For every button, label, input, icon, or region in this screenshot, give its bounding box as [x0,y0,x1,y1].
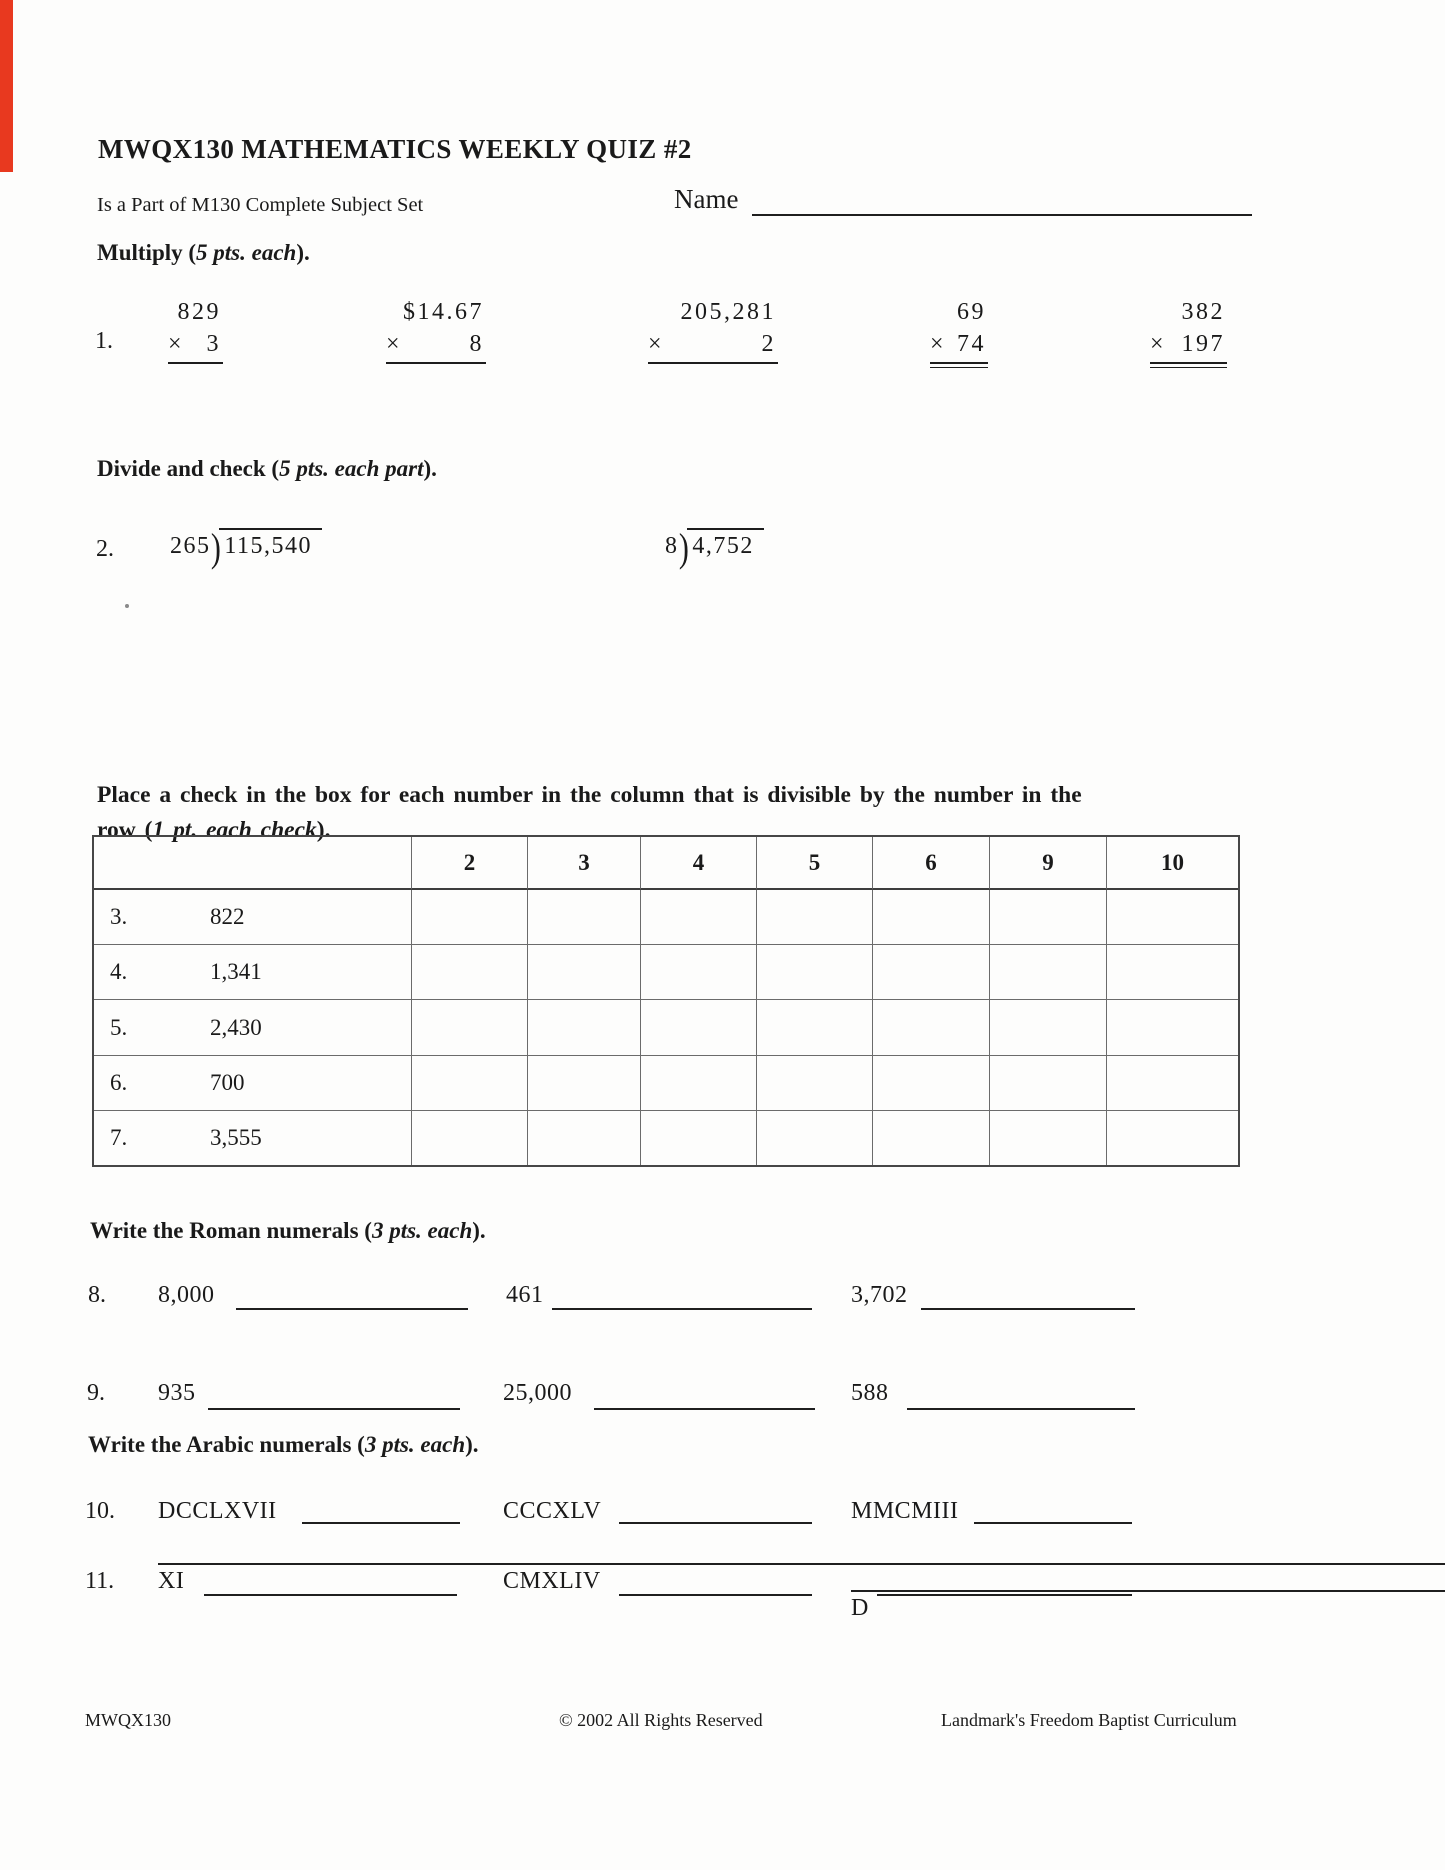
item-number-9: 9. [87,1380,105,1406]
check-cell[interactable] [873,1111,990,1165]
multiply-heading-points: 5 pts. each [196,240,297,265]
column-header: 5 [757,837,873,890]
item-number-10: 10. [85,1498,115,1524]
multiplication-problem [648,296,778,366]
multiplication-problem [168,296,223,366]
multiply-sign: × [1150,331,1167,357]
check-cell[interactable] [873,890,990,945]
check-cell[interactable] [528,1111,641,1165]
column-header: 10 [1107,837,1238,890]
multiply-sign: × [386,331,403,357]
multiply-heading-end: ). [296,240,310,265]
footer-copyright: © 2002 All Rights Reserved [559,1710,763,1730]
check-cell[interactable] [1107,945,1238,1000]
check-cell[interactable] [757,1000,873,1056]
roman-prompt: 935 [158,1380,196,1406]
check-cell[interactable] [641,945,757,1000]
check-cell[interactable] [1107,1056,1238,1111]
multiplier: 3 [206,331,221,357]
row-value: 700 [210,1070,245,1095]
table-row-label [94,1000,412,1056]
answer-blank[interactable] [302,1498,460,1524]
arabic-prompt: MMCMIII [851,1498,959,1524]
column-header: 6 [873,837,990,890]
name-blank-line[interactable] [752,186,1252,216]
roman-prompt: 461 [506,1282,544,1308]
roman-prompt: 25,000 [503,1380,572,1406]
arabic-prompt: CCCXLV [503,1498,602,1524]
multiplication-problem [930,296,988,368]
check-cell[interactable] [641,890,757,945]
check-cell[interactable] [873,1056,990,1111]
multiplicand: 829 [177,299,221,325]
footer-document-code: MWQX130 [85,1710,171,1730]
divisor: 265 [170,533,211,559]
arabic-prompt: CMXLIV [503,1568,601,1594]
roman-heading-end: ). [472,1218,486,1243]
check-cell[interactable] [757,1056,873,1111]
instruction-line2-end: ). [316,817,331,843]
roman-heading [90,1218,486,1244]
roman-heading-text: Write the Roman numerals ( [90,1218,372,1243]
column-header: 9 [990,837,1107,890]
multiply-heading-text: Multiply ( [97,240,197,265]
footer-publisher: Landmark's Freedom Baptist Curriculum [941,1710,1237,1730]
answer-rule [386,362,486,366]
multiplicand: 69 [957,299,986,325]
divisibility-table [92,835,1240,1167]
check-cell[interactable] [990,890,1107,945]
check-cell[interactable] [528,945,641,1000]
row-number: 7. [110,1125,128,1150]
multiply-sign: × [648,331,665,357]
answer-blank[interactable] [921,1284,1135,1310]
answer-blank[interactable] [204,1570,457,1596]
check-cell[interactable] [528,890,641,945]
arabic-prompt: DCCLXVII [158,1498,277,1524]
check-cell[interactable] [990,945,1107,1000]
table-row-label [94,945,412,1000]
check-cell[interactable] [757,1111,873,1165]
check-cell[interactable] [990,1000,1107,1056]
arabic-heading-text: Write the Arabic numerals ( [88,1432,365,1457]
dividend: 4,752 [687,528,764,561]
multiplier: 8 [469,331,484,357]
divide-heading [97,456,437,482]
answer-blank[interactable] [208,1384,460,1410]
page-title: MWQX130 MATHEMATICS WEEKLY QUIZ #2 [98,134,692,164]
check-cell[interactable] [1107,1000,1238,1056]
row-value: 3,555 [210,1125,262,1150]
roman-prompt: 588 [851,1380,889,1406]
answer-blank[interactable] [552,1284,812,1310]
scan-artifact-dot [125,604,129,608]
answer-blank[interactable] [236,1284,468,1310]
divide-heading-end: ). [423,456,437,481]
check-cell[interactable] [528,1056,641,1111]
division-bracket: ) [678,525,690,570]
check-cell[interactable] [757,890,873,945]
multiply-sign: × [168,331,185,357]
page-subtitle: Is a Part of M130 Complete Subject Set [97,194,424,216]
table-row-label [94,890,412,945]
row-number: 4. [110,959,128,984]
check-cell[interactable] [990,1056,1107,1111]
check-cell[interactable] [641,1056,757,1111]
check-cell[interactable] [412,945,528,1000]
row-number: 3. [110,904,128,929]
name-label: Name [674,184,739,214]
item-number-8: 8. [88,1282,106,1308]
arabic-prompt-overlined: D [851,1595,1445,1622]
divisor: 8 [665,533,679,559]
instruction-line2-points: 1 pt. each check [152,817,317,843]
answer-rule [930,362,988,368]
check-cell[interactable] [412,890,528,945]
column-header: 4 [641,837,757,890]
check-cell[interactable] [757,945,873,1000]
roman-heading-points: 3 pts. each [371,1218,473,1243]
table-corner-cell [94,837,412,890]
column-header: 3 [528,837,641,890]
division-bracket: ) [210,525,222,570]
item-number-11: 11. [85,1568,115,1594]
arabic-heading [88,1432,479,1458]
check-cell[interactable] [528,1000,641,1056]
table-row-label [94,1056,412,1111]
roman-prompt: 8,000 [158,1282,215,1308]
check-cell[interactable] [412,1000,528,1056]
multiplier: 74 [957,331,986,357]
multiplicand: $14.67 [403,299,484,325]
multiply-sign: × [930,331,947,357]
check-cell[interactable] [412,1056,528,1111]
division-problem [665,525,764,570]
answer-rule [168,362,223,366]
divide-heading-points: 5 pts. each part [279,456,424,481]
multiplicand: 205,281 [680,299,776,325]
multiplier: 197 [1181,331,1225,357]
instruction-line2: row ( [97,817,153,843]
multiplication-problem [386,296,486,366]
check-cell[interactable] [641,1000,757,1056]
arabic-prompt-overlined: XI [158,1568,1445,1595]
check-cell[interactable] [1107,1111,1238,1165]
check-cell[interactable] [1107,890,1238,945]
instruction-line1: Place a check in the box for each number in the column that is divisible by the number in the [97,782,1082,808]
row-value: 822 [210,904,245,929]
answer-blank[interactable] [877,1570,1132,1596]
arabic-heading-points: 3 pts. each [364,1432,466,1457]
divide-heading-text: Divide and check ( [97,456,280,481]
check-cell[interactable] [873,1000,990,1056]
answer-blank[interactable] [594,1384,815,1410]
row-value: 2,430 [210,1014,262,1040]
row-number: 6. [110,1070,128,1095]
division-problem [170,525,322,570]
multiplicand: 382 [1181,299,1225,325]
check-cell[interactable] [873,945,990,1000]
answer-blank[interactable] [619,1498,812,1524]
check-cell[interactable] [412,1111,528,1165]
item-number-2: 2. [96,536,114,562]
roman-prompt: 3,702 [851,1282,908,1308]
column-header: 2 [412,837,528,890]
multiplication-problem [1150,296,1227,368]
multiplier: 2 [761,331,776,357]
arabic-heading-end: ). [465,1432,479,1457]
answer-rule [1150,362,1227,368]
dividend: 115,540 [219,528,322,561]
multiply-heading [97,240,310,266]
row-value: 1,341 [210,959,262,984]
answer-blank[interactable] [619,1570,812,1596]
check-cell[interactable] [641,1111,757,1165]
item-number-1: 1. [95,328,113,354]
answer-blank[interactable] [907,1384,1135,1410]
table-row-label [94,1111,412,1165]
answer-rule [648,362,778,366]
answer-blank[interactable] [974,1498,1132,1524]
check-cell[interactable] [990,1111,1107,1165]
scan-artifact-stripe [0,0,13,172]
row-number: 5. [110,1014,128,1040]
